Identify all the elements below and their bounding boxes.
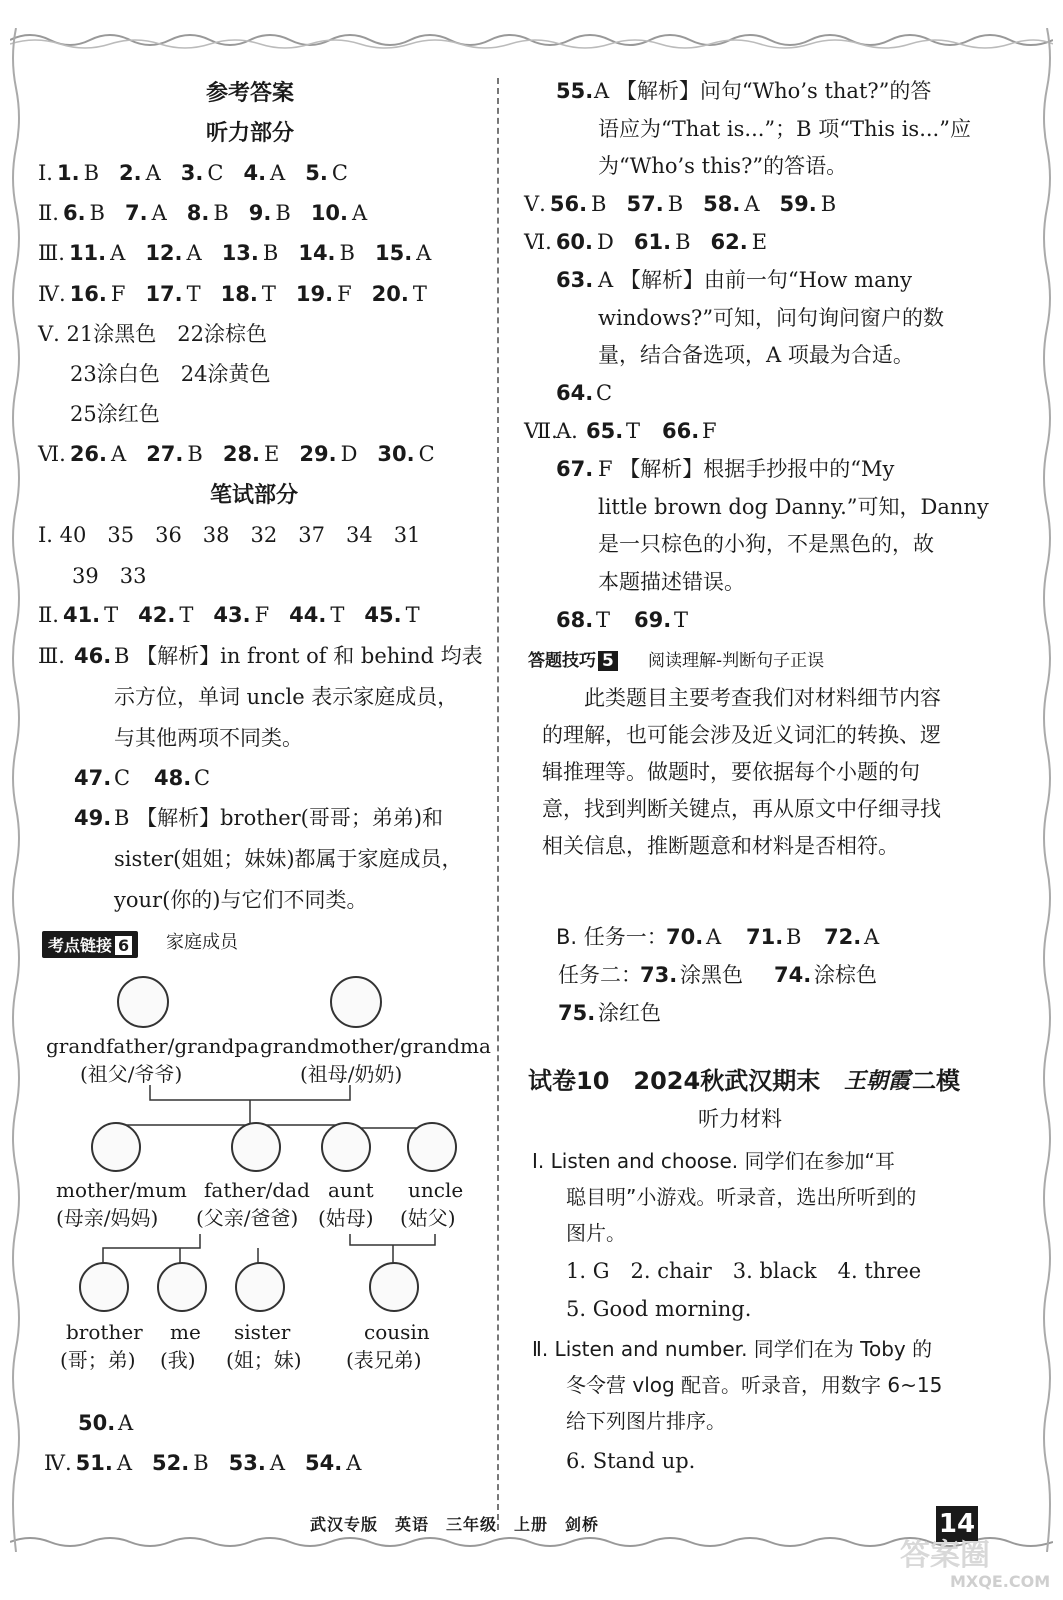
q71-ans: B — [786, 925, 802, 949]
answer-value: B — [820, 192, 837, 216]
q63-num: 63. — [556, 268, 594, 292]
roman-numeral: Ⅵ. — [524, 230, 552, 254]
answer-value: T — [186, 282, 201, 306]
question-number: 6. — [62, 201, 86, 225]
paper-signature: 王朝霞 — [844, 1068, 911, 1094]
answer-value: F — [254, 603, 270, 627]
answer-value: E — [264, 442, 280, 466]
question-number: 5. — [305, 161, 328, 185]
mother-avatar — [88, 1122, 144, 1176]
q65-ans: T — [626, 419, 641, 443]
question-number: 17. — [145, 282, 183, 306]
roman-numeral: Ⅰ. — [38, 161, 53, 185]
answer-value: C — [418, 442, 435, 466]
r5-row — [524, 191, 856, 217]
watermark — [900, 1520, 1050, 1596]
q70-ans: A — [706, 925, 722, 949]
q49-num: 49. — [74, 806, 112, 830]
answer-v-line2: 23涂白色 24涂黄色 — [70, 362, 271, 386]
written-1-line1: Ⅰ. 40 35 36 38 32 37 34 31 — [38, 523, 421, 547]
q69-ans: T — [674, 608, 689, 632]
q55-line3: 为“Who’s this?”的答语。 — [598, 154, 848, 178]
me-label: me — [170, 1320, 201, 1344]
aunt-label: aunt — [328, 1178, 374, 1202]
q66-ans: F — [702, 419, 717, 443]
link-title: 家庭成员 — [166, 932, 238, 953]
grandmother-zh: (祖母/奶奶) — [300, 1062, 403, 1086]
uncle-zh: (姑父) — [400, 1206, 456, 1230]
me-avatar — [154, 1262, 210, 1316]
brother-avatar — [76, 1262, 132, 1316]
uncle-label: uncle — [408, 1178, 464, 1202]
q67-line4: 本题描述错误。 — [598, 570, 745, 594]
question-number: 12. — [145, 241, 183, 265]
answer-v-line3: 25涂红色 — [70, 402, 160, 426]
answer-value: E — [751, 230, 768, 254]
question-number: 7. — [124, 201, 148, 225]
question-number: 2. — [119, 161, 142, 185]
question-number: 53. — [228, 1451, 266, 1475]
section2-item6: 6. Stand up. — [566, 1449, 696, 1473]
paper-title: 试卷10 2024秋武汉期末 — [528, 1067, 821, 1095]
father-avatar — [228, 1122, 284, 1176]
mother-label: mother/mum — [56, 1178, 187, 1202]
q67-line3: 是一只棕色的小狗，不是黑色的，故 — [598, 532, 934, 556]
question-number: 4. — [243, 161, 267, 185]
paper-suffix: 二模 — [912, 1067, 960, 1095]
written-3-roman: Ⅲ. — [38, 644, 65, 668]
q65-num: 65. — [586, 419, 624, 443]
question-number: 54. — [305, 1451, 343, 1475]
q63-line1: A 【解析】由前一句“How many — [598, 268, 913, 292]
question-number: 62. — [710, 230, 748, 254]
roman-numeral: Ⅱ. — [38, 603, 59, 627]
skill-title: 阅读理解-判断句子正误 — [648, 651, 825, 671]
sister-zh: (姐；妹) — [226, 1348, 302, 1372]
answer-value: T — [330, 603, 345, 627]
q67-line2: little brown dog Danny.”可知，Danny — [598, 495, 989, 519]
right-border — [1039, 28, 1055, 1552]
brother-zh: (哥；弟) — [60, 1348, 136, 1372]
question-number: 57. — [626, 192, 664, 216]
answer-value: B — [187, 442, 203, 466]
q47-ans: C — [114, 766, 131, 790]
question-number: 61. — [633, 230, 672, 254]
answer-value: T — [104, 603, 119, 627]
answer-value: B — [89, 201, 105, 225]
question-number: 52. — [152, 1451, 190, 1475]
question-number: 51. — [75, 1451, 113, 1475]
answer-value: A — [186, 241, 202, 265]
answer-value: A — [111, 442, 127, 466]
aunt-zh: (姑母) — [318, 1206, 374, 1230]
skill-text: 此类题目主要考查我们对材料细节内容的理解，也可能会涉及近义词汇的转换、逻辑推理等。做题时，要依据每个小题的句意，找到判断关键点，再从原文中仔细寻找相关信息，推断题意和材料是否相符。 — [542, 686, 941, 858]
question-number: 18. — [220, 282, 258, 306]
cousin-label: cousin — [364, 1320, 430, 1344]
answer-value: T — [179, 603, 194, 627]
answer-title: 参考答案 — [206, 80, 295, 106]
q64-num: 64. — [556, 381, 594, 405]
written-row-4 — [44, 1450, 381, 1476]
answer-value: A — [416, 241, 432, 265]
answer-value: B — [675, 230, 691, 254]
footer-text: 武汉专版 英语 三年级 上册 剑桥 — [310, 1515, 600, 1534]
question-number: 56. — [549, 192, 588, 216]
written-heading: 笔试部分 — [210, 482, 299, 508]
cousin-avatar — [366, 1262, 422, 1316]
section1-line1: Ⅰ. Listen and choose. 同学们在参加“耳 — [532, 1149, 895, 1173]
question-number: 19. — [295, 282, 334, 306]
q69-num: 69. — [634, 608, 672, 632]
father-zh: (父亲/爸爸) — [196, 1206, 299, 1230]
q67-num: 67. — [556, 457, 594, 481]
skill-badge: 答题技巧 5 — [528, 648, 618, 674]
answer-value: T — [412, 282, 427, 306]
q72-num: 72. — [824, 925, 862, 949]
watermark-line2: MXQE.COM — [950, 1572, 1051, 1591]
q73-num: 73. — [640, 963, 678, 987]
roman-numeral: Ⅱ. — [38, 201, 59, 225]
q71-num: 71. — [746, 925, 784, 949]
question-number: 8. — [186, 201, 210, 225]
q49-text: B 【解析】brother(哥哥；弟弟)和 — [114, 806, 444, 830]
section2-line2: 冬令营 vlog 配音。听录音，用数字 6~15 — [566, 1373, 943, 1397]
q46-text: B 【解析】in front of 和 behind 均表 — [114, 644, 483, 668]
written-1-line2: 39 33 — [72, 564, 147, 588]
q73-ans: 涂黑色 — [680, 963, 743, 987]
roman-numeral: Ⅵ. — [38, 442, 66, 466]
answer-value: T — [261, 282, 276, 306]
answer-v-line1: Ⅴ. 21涂黑色 22涂棕色 — [38, 322, 267, 346]
q50-ans: A — [118, 1411, 134, 1435]
answer-value: A — [744, 192, 760, 216]
roman-numeral: Ⅳ. — [38, 282, 66, 306]
answer-value: A — [145, 161, 161, 185]
answer-value: F — [110, 282, 126, 306]
roman-numeral: Ⅴ. — [524, 192, 546, 216]
q68-num: 68. — [556, 608, 594, 632]
q72-ans: A — [864, 925, 880, 949]
q75-num: 75. — [558, 1001, 596, 1025]
sister-avatar — [232, 1262, 288, 1316]
section2-line3: 给下列图片排序。 — [566, 1409, 726, 1433]
listening-material-heading: 听力材料 — [698, 1107, 782, 1131]
answer-value: B — [213, 201, 229, 225]
question-number: 59. — [779, 192, 817, 216]
question-number: 44. — [289, 603, 327, 627]
task2-label: 任务二： — [558, 963, 642, 987]
uncle-avatar — [404, 1122, 460, 1176]
father-label: father/dad — [204, 1178, 310, 1202]
answer-value: C — [207, 161, 224, 185]
q46-num: 46. — [74, 644, 112, 668]
question-number: 9. — [248, 201, 272, 225]
answer-value: B — [339, 241, 355, 265]
grandfather-avatar — [113, 976, 173, 1032]
question-number: 60. — [555, 230, 594, 254]
cousin-zh: (表兄弟) — [346, 1348, 422, 1372]
question-number: 11. — [68, 241, 107, 265]
section1-item5: 5. Good morning. — [566, 1297, 752, 1321]
question-number: 26. — [69, 442, 108, 466]
q66-num: 66. — [662, 419, 700, 443]
q47-num: 47. — [74, 766, 112, 790]
bottom-border — [10, 1532, 1053, 1554]
mother-zh: (母亲/妈妈) — [56, 1206, 159, 1230]
question-number: 28. — [222, 442, 261, 466]
q70-num: 70. — [666, 925, 704, 949]
r6-row — [524, 229, 787, 255]
link-badge-number: 6 — [115, 936, 132, 955]
skill-badge-number: 5 — [598, 651, 618, 671]
section1-line2: 聪目明”小游戏。听录音，选出所听到的 — [566, 1185, 917, 1209]
listening-heading: 听力部分 — [206, 120, 295, 146]
question-number: 1. — [56, 161, 80, 185]
answer-value: T — [405, 603, 420, 627]
question-number: 13. — [221, 241, 259, 265]
answer-value: C — [331, 161, 348, 185]
question-number: 30. — [377, 442, 415, 466]
q49-line2: sister(姐姐；妹妹)都属于家庭成员， — [114, 847, 463, 871]
answer-value: A — [352, 201, 368, 225]
answer-value: B — [262, 241, 279, 265]
question-number: 16. — [69, 282, 107, 306]
roman-numeral: Ⅲ. — [38, 241, 65, 265]
q55-num: 55. — [556, 79, 594, 103]
brother-label: brother — [66, 1320, 143, 1344]
answer-value: F — [337, 282, 352, 306]
q46-line2: 示方位，单词 uncle 表示家庭成员， — [114, 685, 459, 709]
answer-value: A — [270, 161, 286, 185]
answer-value: A — [346, 1451, 362, 1475]
r7-roman: Ⅶ. — [524, 419, 558, 443]
q63-line2: windows?”可知，问句询问窗户的数 — [598, 306, 945, 330]
question-number: 29. — [299, 442, 337, 466]
question-number: 14. — [298, 241, 336, 265]
q48-ans: C — [194, 766, 211, 790]
grandfather-label: grandfather/grandpa — [46, 1034, 260, 1058]
answer-value: A — [116, 1451, 133, 1475]
q67-line1: F 【解析】根据手抄报中的“My — [598, 457, 895, 481]
aunt-avatar — [318, 1122, 374, 1176]
question-number: 20. — [371, 282, 409, 306]
section2-line1: Ⅱ. Listen and number. 同学们在为 Toby 的 — [532, 1337, 933, 1361]
question-number: 58. — [703, 192, 741, 216]
answer-value: A — [110, 241, 126, 265]
answer-value: B — [667, 192, 684, 216]
sister-label: sister — [234, 1320, 291, 1344]
roman-numeral: Ⅳ. — [44, 1451, 72, 1475]
section1-line3: 图片。 — [566, 1221, 626, 1245]
answer-value: A — [269, 1451, 286, 1475]
question-number: 15. — [374, 241, 413, 265]
answer-value: B — [83, 161, 100, 185]
r7-a: A. — [556, 419, 578, 443]
q75-ans: 涂红色 — [598, 1001, 661, 1025]
question-number: 45. — [364, 603, 402, 627]
section1-items: 1. G 2. chair 3. black 4. three — [566, 1259, 922, 1283]
page-number: 14 — [936, 1506, 978, 1542]
q50-num: 50. — [78, 1411, 116, 1435]
question-number: 27. — [146, 442, 184, 466]
q74-ans: 涂棕色 — [814, 963, 877, 987]
question-number: 43. — [213, 603, 251, 627]
q68-ans: T — [596, 608, 611, 632]
q49-line3: your(你的)与它们不同类。 — [114, 888, 368, 912]
q55-line1: A 【解析】问句“Who’s that?”的答 — [594, 79, 932, 103]
grandmother-label: grandmother/grandma — [260, 1034, 491, 1058]
grandmother-avatar — [326, 976, 386, 1032]
answer-value: D — [597, 230, 614, 254]
me-zh: (我) — [160, 1348, 196, 1372]
q74-num: 74. — [774, 963, 812, 987]
answer-value: B — [591, 192, 607, 216]
question-number: 10. — [310, 201, 349, 225]
answer-value: D — [340, 442, 358, 466]
answer-value: A — [151, 201, 167, 225]
answer-value: B — [275, 201, 291, 225]
link-badge: 考点链接 6 — [42, 931, 138, 958]
watermark-line1: 答案圈 — [900, 1538, 990, 1573]
question-number: 3. — [180, 161, 204, 185]
q55-line2: 语应为“That is...”；B 项“This is...”应 — [598, 117, 971, 141]
q63-line3: 量，结合备选项，A 项最为合适。 — [598, 343, 914, 367]
q46-line3: 与其他两项不同类。 — [114, 726, 303, 750]
q64-ans: C — [596, 381, 613, 405]
task1-label: B. 任务一： — [556, 925, 668, 949]
grandfather-zh: (祖父/爷爷) — [80, 1062, 183, 1086]
q48-num: 48. — [154, 766, 192, 790]
question-number: 41. — [62, 603, 101, 627]
answer-value: B — [193, 1451, 209, 1475]
question-number: 42. — [138, 603, 176, 627]
